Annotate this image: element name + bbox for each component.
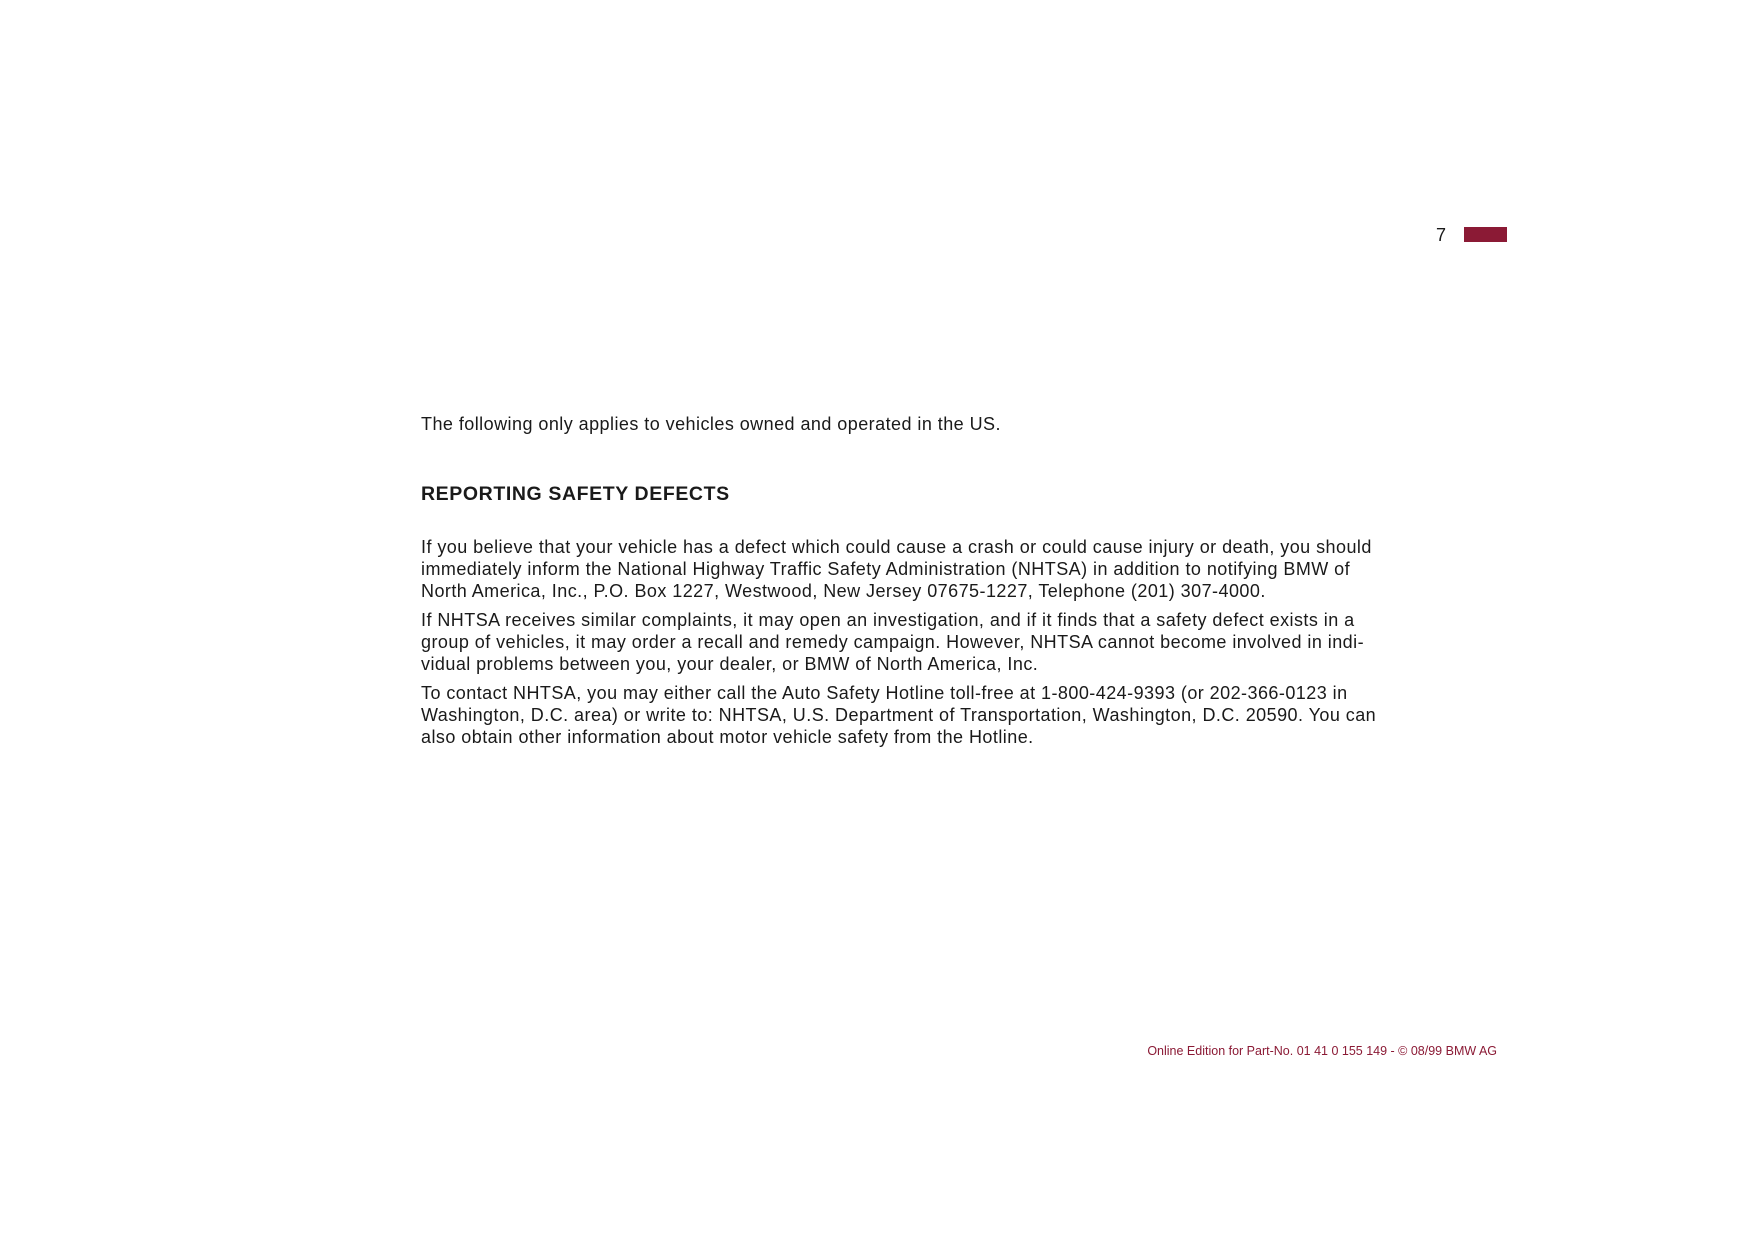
page-tab-marker	[1464, 227, 1507, 242]
paragraph: If you believe that your vehicle has a defect which could cause a crash or could cause injury or death, you should immediately inform the National Highway Traffic Safety Administration (NHTSA) in addition to notifying BMW of North America, Inc., P.O. Box 1227, Westwood, New Jersey 07675-1227, Telephone (201) 307-4000.	[421, 537, 1372, 601]
section-paragraphs	[421, 536, 1431, 748]
footer-edition-note: Online Edition for Part-No. 01 41 0 155 149 - © 08/99 BMW AG	[1147, 1044, 1497, 1058]
section-heading: REPORTING SAFETY DEFECTS	[421, 483, 730, 505]
paragraph: To contact NHTSA, you may either call the Auto Safety Hotline toll-free at 1-800-424-9393 (or 202-366-0123 in Washington, D.C. area) or write to: NHTSA, U.S. Department of Transportation, Washington, D.C. 20590. You can also obtain other information about motor vehicle safety from the Hotline.	[421, 683, 1377, 747]
page-number: 7	[1436, 225, 1447, 245]
document-body	[421, 413, 1431, 755]
intro-text: The following only applies to vehicles owned and operated in the US.	[421, 414, 1001, 434]
paragraph: If NHTSA receives similar complaints, it may open an investigation, and if it finds that a safety defect exists in a group of vehicles, it may order a recall and remedy campaign. However, NHTSA cannot become involved in indi- vidual problems between you, your dealer, or BMW of North America, Inc.	[421, 610, 1365, 674]
